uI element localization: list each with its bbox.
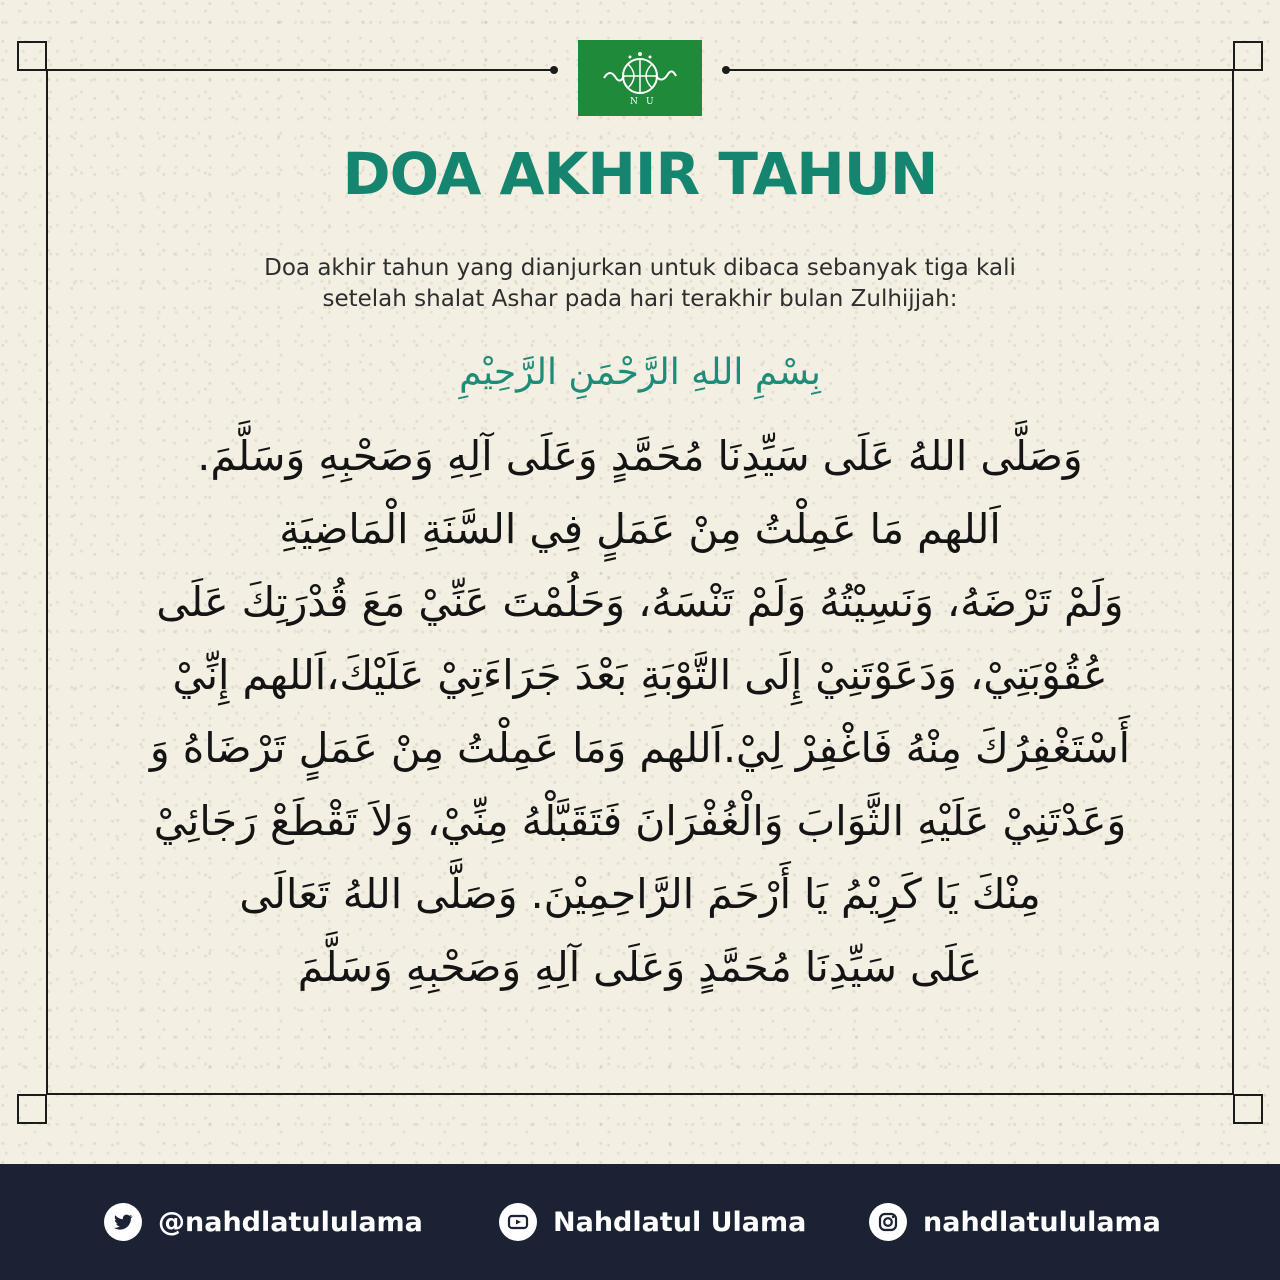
page-title: DOA AKHIR TAHUN [342, 140, 938, 208]
instagram-handle: nahdlatululama [923, 1206, 1161, 1238]
prayer-line: عُقُوْبَتِيْ، وَدَعَوْتَنِيْ إِلَى التَّوْبَةِ بَعْدَ جَرَاءَتِيْ عَلَيْكَ،اَللهم إِنِّيْ [172, 651, 1108, 699]
svg-text:U: U [646, 97, 654, 107]
frame-corner-top-left [17, 41, 47, 71]
instagram-icon [869, 1203, 907, 1241]
logo-emblem [590, 48, 690, 108]
prayer-line: أَسْتَغْفِرُكَ مِنْهُ فَاغْفِرْ لِيْ.اَللهم وَمَا عَمِلْتُ مِنْ عَمَلٍ تَرْضَاهُ وَ [149, 724, 1131, 772]
frame-top-dot-left [550, 66, 558, 74]
youtube-handle: Nahdlatul Ulama [553, 1206, 807, 1238]
nahdlatul-ulama-logo-icon [578, 40, 702, 116]
twitter-link[interactable] [104, 1164, 423, 1280]
instagram-link[interactable] [869, 1164, 1161, 1280]
youtube-link[interactable] [499, 1164, 806, 1280]
subtitle-line-2: setelah shalat Ashar pada hari terakhir bulan Zulhijjah: [322, 286, 958, 312]
twitter-icon [104, 1203, 142, 1241]
prayer-line: وَعَدْتَنِيْ عَلَيْهِ الثَّوَابَ وَالْغُفْرَانَ فَتَقَبَّلْهُ مِنِّيْ، وَلاَ تَقْطَعْ رَجَائِيْ [153, 797, 1127, 845]
subtitle [0, 253, 1280, 315]
youtube-icon [499, 1203, 537, 1241]
frame-corner-bottom-right [1233, 1094, 1263, 1124]
prayer-line: اَللهم مَا عَمِلْتُ مِنْ عَمَلٍ فِي السَّنَةِ الْمَاضِيَةِ [279, 505, 1001, 553]
frame-top-line-left [46, 69, 554, 71]
frame-top-line-right [726, 69, 1234, 71]
prayer-line: وَصَلَّى اللهُ عَلَى سَيِّدِنَا مُحَمَّدٍ وَعَلَى آلِهِ وَصَحْبِهِ وَسَلَّمَ. [197, 432, 1083, 480]
social-footer [0, 1164, 1280, 1280]
twitter-handle: @nahdlatululama [158, 1206, 423, 1238]
frame-left-line [46, 70, 48, 1094]
basmalah: بِسْمِ اللهِ الرَّحْمَنِ الرَّحِيْمِ [459, 352, 821, 393]
prayer-line: عَلَى سَيِّدِنَا مُحَمَّدٍ وَعَلَى آلِهِ وَصَحْبِهِ وَسَلَّمَ [297, 943, 983, 991]
frame-corner-bottom-left [17, 1094, 47, 1124]
frame-right-line [1232, 70, 1234, 1094]
prayer-line: مِنْكَ يَا كَرِيْمُ يَا أَرْحَمَ الرَّاحِمِيْنَ. وَصَلَّى اللهُ تَعَالَى [239, 870, 1041, 918]
prayer-line: وَلَمْ تَرْضَهُ، وَنَسِيْتُهُ وَلَمْ تَنْسَهُ، وَحَلُمْتَ عَنِّيْ مَعَ قُدْرَتِكَ عَلَى [156, 578, 1124, 626]
frame-corner-top-right [1233, 41, 1263, 71]
subtitle-line-1: Doa akhir tahun yang dianjurkan untuk dibaca sebanyak tiga kali [264, 255, 1016, 281]
svg-text:N: N [630, 97, 638, 107]
prayer-text [140, 420, 1140, 1004]
frame-bottom-line [46, 1093, 1234, 1095]
